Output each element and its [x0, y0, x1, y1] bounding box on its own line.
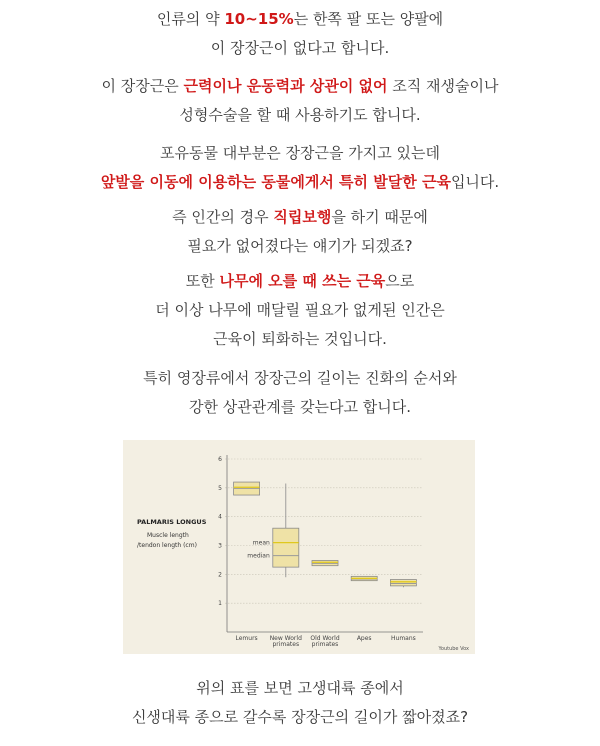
- text-line: [0, 393, 600, 422]
- category-label: Old World: [310, 635, 340, 642]
- body-text: 인류의 약: [156, 10, 225, 28]
- paragraph-surgery-use: [0, 72, 600, 130]
- y-tick-label: 6: [218, 456, 222, 463]
- text-line: [0, 703, 600, 732]
- text-line: [0, 325, 600, 354]
- chart-title: PALMARIS LONGUS: [137, 518, 207, 526]
- category-label: Lemurs: [235, 635, 258, 642]
- body-text: 특히 영장류에서 장장근의 길이는 진화의 순서와: [143, 369, 457, 387]
- body-text: 근육이 퇴화하는 것입니다.: [213, 330, 387, 348]
- chart-ylabel-line-2: /tendon length (cm): [137, 542, 197, 549]
- body-text: 포유동물 대부분은 장장근을 가지고 있는데: [160, 144, 440, 162]
- text-line: [0, 674, 600, 703]
- body-text: 신생대륙 종으로 갈수록 장장근의 길이가 짧아졌죠?: [131, 708, 469, 726]
- body-text: 더 이상 나무에 매달릴 필요가 없게된 인간은: [155, 301, 445, 319]
- category-label: New World: [269, 635, 302, 642]
- plot-area: [218, 455, 423, 648]
- paragraph-muscle-absence: [0, 5, 600, 63]
- y-tick-label: 5: [218, 484, 222, 492]
- text-line: [0, 34, 600, 63]
- category-label: primates: [311, 641, 339, 648]
- text-line: [0, 5, 600, 34]
- text-line: [0, 101, 600, 130]
- median-annotation: median: [247, 552, 270, 560]
- y-tick-label: 3: [218, 542, 222, 550]
- text-line: [0, 296, 600, 325]
- text-line: [0, 364, 600, 393]
- body-text: 을 하기 때문에: [331, 208, 428, 226]
- y-tick-label: 4: [218, 513, 222, 521]
- body-text: 조직 재생술이나: [387, 77, 499, 95]
- highlight-text: 앞발을 이동에 이용하는 동물에게서 특히 발달한 근육: [100, 173, 451, 191]
- paragraph-primate-evolution: [0, 364, 600, 422]
- text-line: [0, 72, 600, 101]
- paragraph-tree-climbing: [0, 267, 600, 354]
- highlight-text: 근력이나 운동력과 상관이 없어: [183, 77, 388, 95]
- mean-annotation: mean: [252, 539, 270, 547]
- body-text: 이 장장근이 없다고 합니다.: [210, 39, 390, 57]
- category-label: Humans: [391, 635, 416, 642]
- body-text: 필요가 없어졌다는 얘기가 되겠죠?: [187, 237, 413, 255]
- body-text: 강한 상관관계를 갖는다고 합니다.: [189, 398, 411, 416]
- text-line: [0, 232, 600, 261]
- category-label: primates: [272, 641, 300, 648]
- palmaris-longus-chart: [123, 440, 475, 654]
- text-line: [0, 267, 600, 296]
- paragraph-bipedal: [0, 203, 600, 261]
- category-label: Apes: [356, 635, 372, 642]
- y-tick-label: 1: [218, 600, 222, 608]
- highlight-text: 직립보행: [273, 208, 332, 226]
- y-tick-label: 2: [218, 571, 222, 579]
- body-text: 입니다.: [450, 173, 500, 191]
- box-new-world-primates: [273, 528, 299, 567]
- text-line: [0, 203, 600, 232]
- body-text: 성형수술을 할 때 사용하기도 합니다.: [179, 106, 421, 124]
- paragraph-mammals: [0, 139, 600, 197]
- paragraph-conclusion: [0, 674, 600, 732]
- body-text: 위의 표를 보면 고생대륙 종에서: [196, 679, 404, 697]
- chart-ylabel-line-1: Muscle length: [147, 532, 189, 539]
- highlight-text: 나무에 오를 때 쓰는 근육: [219, 272, 386, 290]
- body-text: 또한: [185, 272, 220, 290]
- body-text: 이 장장근은: [101, 77, 184, 95]
- text-line: [0, 168, 600, 197]
- highlight-text: 10~15%: [224, 10, 294, 28]
- chart-source: Youtube Vox: [438, 646, 469, 652]
- box-humans: [390, 580, 416, 586]
- body-text: 즉 인간의 경우: [172, 208, 274, 226]
- body-text: 는 한쪽 팔 또는 양팔에: [293, 10, 444, 28]
- text-line: [0, 139, 600, 168]
- body-text: 으로: [385, 272, 415, 290]
